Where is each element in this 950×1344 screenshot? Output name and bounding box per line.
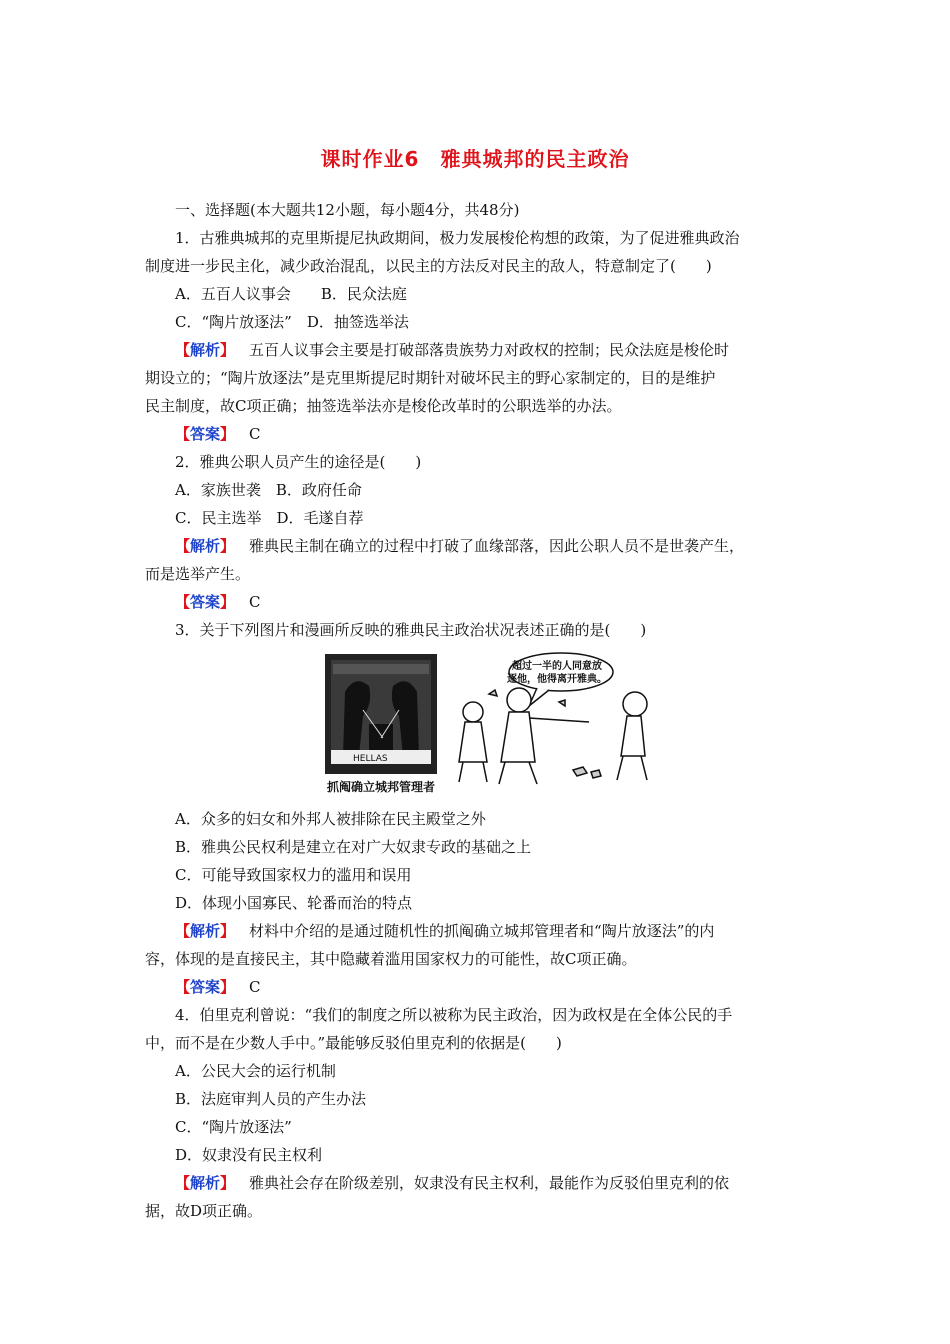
analysis-tag: 【解析】	[175, 341, 236, 359]
q3-analysis-line-2: 容，体现的是直接民主，其中隐藏着滥用国家权力的可能性，故C项正确。	[145, 950, 637, 968]
q1-analysis-line-3: 民主制度，故C项正确；抽签选举法亦是梭伦改革时的公职选举的办法。	[145, 397, 622, 415]
q3-option-a: A．众多的妇女和外邦人被排除在民主殿堂之外	[175, 810, 486, 828]
answer-tag: 【答案】	[175, 425, 236, 443]
q4-option-b: B．法庭审判人员的产生办法	[175, 1090, 367, 1108]
q4-analysis-line-2: 据，故D项正确。	[145, 1202, 263, 1220]
q1-options-cd: C．“陶片放逐法” D．抽签选举法	[175, 313, 409, 331]
q4-option-c: C．“陶片放逐法”	[175, 1118, 292, 1136]
q2-options-ab: A．家族世袭 B．政府任命	[175, 481, 362, 499]
analysis-tag: 【解析】	[175, 537, 236, 555]
q3-analysis-line-1: 【解析】 材料中介绍的是通过随机性的抓阄确立城邦管理者和“陶片放逐法”的内	[175, 922, 715, 940]
q4-option-a: A．公民大会的运行机制	[175, 1062, 336, 1080]
q1-analysis-line-1: 【解析】 五百人议事会主要是打破部落贵族势力对政权的控制；民众法庭是梭伦时	[175, 341, 730, 359]
q3-stem: 3．关于下列图片和漫画所反映的雅典民主政治状况表述正确的是( )	[175, 621, 647, 639]
analysis-tag: 【解析】	[175, 922, 236, 940]
q1-stem-line-2: 制度进一步民主化，减少政治混乱，以民主的方法反对民主的敌人，特意制定了( )	[145, 257, 712, 275]
q3-option-d: D．体现小国寡民、轮番而治的特点	[175, 894, 413, 912]
q4-stem-line-1: 4．伯里克利曾说：“我们的制度之所以被称为民主政治，因为政权是在全体公民的手	[175, 1006, 733, 1024]
vase-label: HELLAS	[353, 754, 388, 764]
answer-tag: 【答案】	[175, 593, 236, 611]
q2-analysis-line-1: 【解析】 雅典民主制在确立的过程中打破了血缘部落，因此公职人员不是世袭产生，	[175, 537, 745, 555]
q1-stem-line-1: 1．古雅典城邦的克里斯提尼执政期间，极力发展梭伦构想的政策，为了促进雅典政治	[175, 229, 740, 247]
q1-analysis-line-2: 期设立的；“陶片放逐法”是克里斯提尼时期针对破坏民主的野心家制定的，目的是维护	[145, 369, 716, 387]
bubble-text-line-1: 超过一半的人同意放	[512, 661, 602, 672]
answer-tag: 【答案】	[175, 978, 236, 996]
q1-options-ab: A．五百人议事会 B．民众法庭	[175, 285, 407, 303]
q3-option-b: B．雅典公民权利是建立在对广大奴隶专政的基础之上	[175, 838, 532, 856]
q2-options-cd: C．民主选举 D．毛遂自荐	[175, 509, 364, 527]
q4-stem-line-2: 中，而不是在少数人手中。”最能够反驳伯里克利的依据是( )	[145, 1034, 562, 1052]
analysis-tag: 【解析】	[175, 1174, 236, 1192]
q3-option-c: C．可能导致国家权力的滥用和误用	[175, 866, 412, 884]
page-title: 课时作业6 雅典城邦的民主政治	[320, 147, 630, 171]
q2-stem: 2．雅典公职人员产生的途径是( )	[175, 453, 422, 471]
q1-answer: 【答案】 C	[175, 425, 261, 443]
section-header: 一、选择题(本大题共12小题，每小题4分，共48分)	[175, 201, 520, 219]
vase-painting-image	[325, 654, 437, 774]
bubble-text-line-2: 逐他，他得离开雅典。	[507, 674, 607, 685]
q4-option-d: D．奴隶没有民主权利	[175, 1146, 323, 1164]
figure-caption: 抓阄确立城邦管理者	[327, 780, 436, 794]
q3-answer: 【答案】 C	[175, 978, 261, 996]
q2-analysis-line-2: 而是选举产生。	[145, 565, 251, 583]
cartoon-image	[459, 653, 647, 784]
q4-analysis-line-1: 【解析】 雅典社会存在阶级差别，奴隶没有民主权利，最能作为反驳伯里克利的依	[175, 1174, 730, 1192]
q2-answer: 【答案】 C	[175, 593, 261, 611]
